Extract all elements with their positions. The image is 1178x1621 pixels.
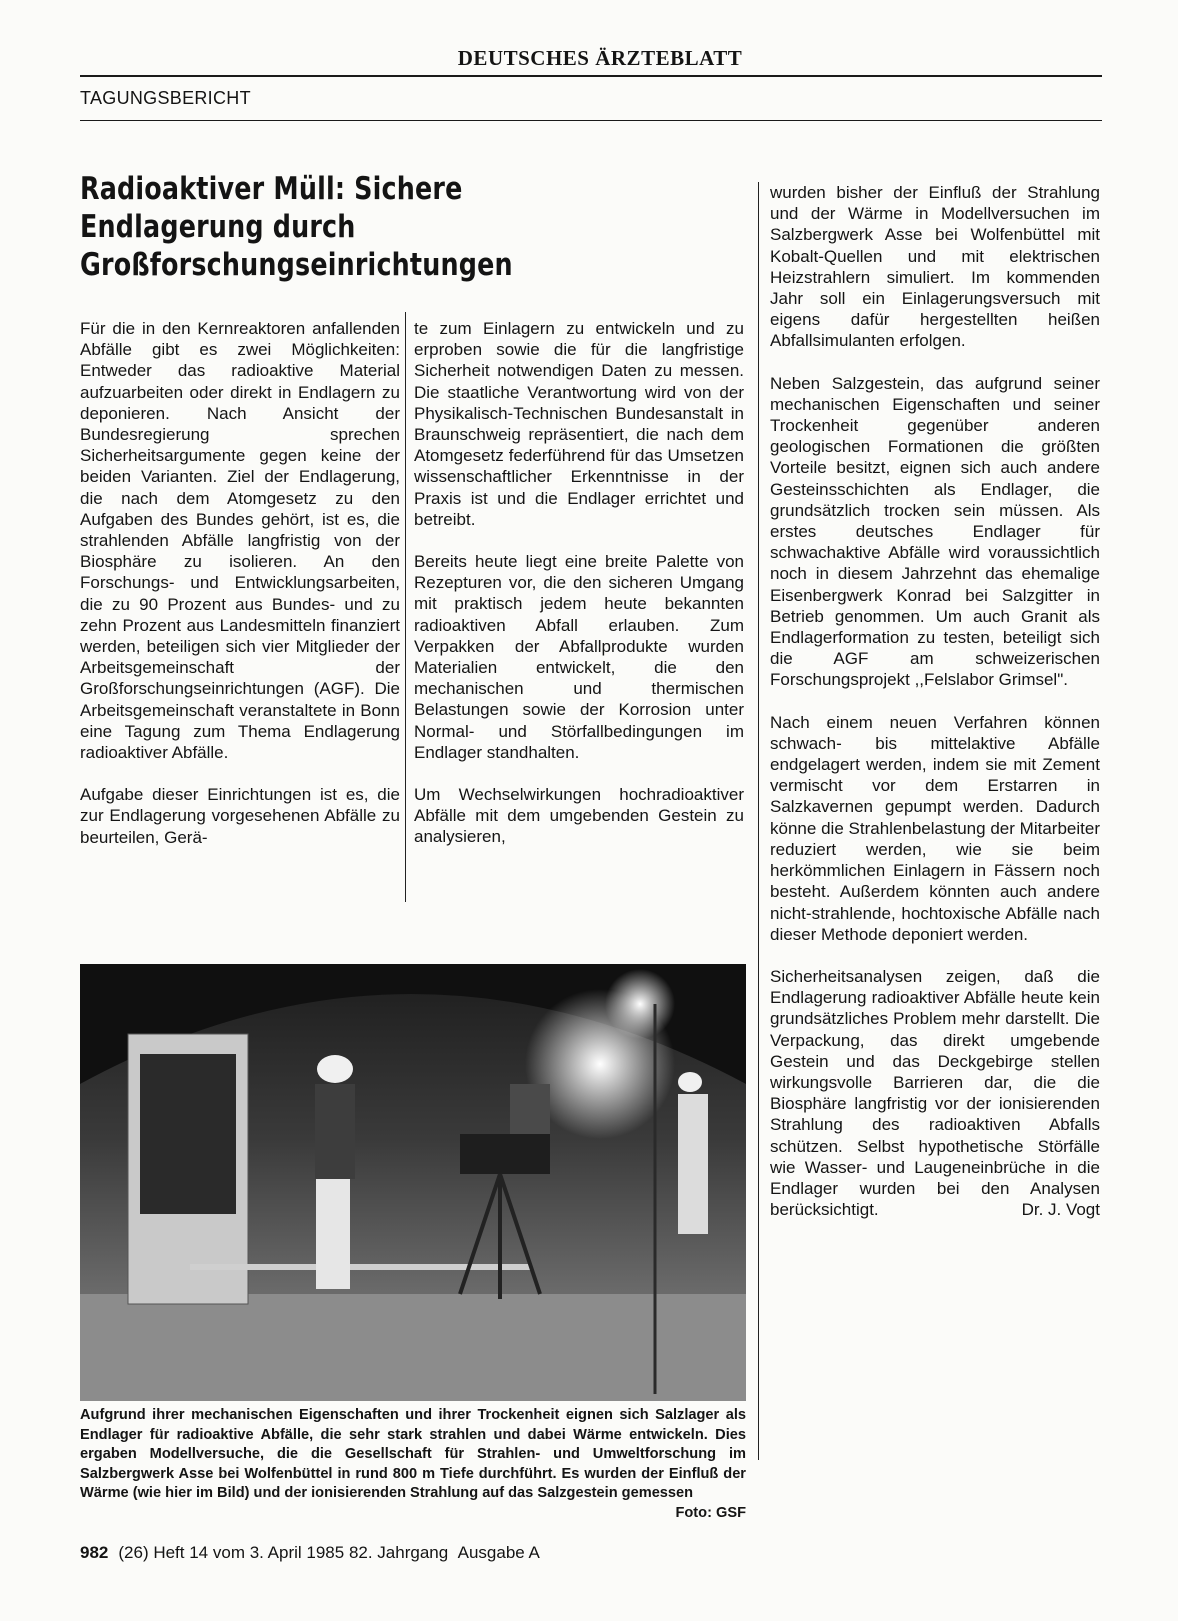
page-footer (80, 1543, 540, 1563)
column-1 (80, 318, 400, 869)
section-rule (80, 120, 1102, 121)
paragraph (770, 966, 1100, 1220)
paragraph: Um Wechselwirkungen hochradioaktiver Abfälle mit dem umgebenden Gestein zu analysieren, (414, 785, 744, 847)
paragraph-text: Sicherheitsanalysen zeigen, daß die Endlagerung radioaktiver Abfälle heute kein grundsätzliches Problem mehr darstellt. Die Verpackung, das direkt umgebende Gestein und das Deckgebirge stellen wirkungsvolle Barrieren dar, die die Biosphäre langfristig vor der ionisierenden Strahlung des radioaktiven Abfalls schützen. Selbst hypothetische Störfälle wie Wasser- und Laugeneinbrüche in die Endlager wurden bei den Analysen berücksichtigt. (770, 966, 1100, 1220)
paragraph: Für die in den Kernreaktoren anfallenden Abfälle gibt es zwei Möglichkeiten: Entweder das radioaktive Material aufzuarbeiten oder direkt in Endlagern zu deponieren. Nach Ansicht der Bundesregierung sprechen Sicherheitsargumente gegen keine der beiden Varianten. Ziel der Endlagerung, die nach dem Atomgesetz zu den Aufgaben des Bundes gehört, ist es, die strahlenden Abfälle langfristig von der Biosphäre zu isolieren. An den Forschungs- und Entwicklungsarbeiten, die zu 90 Prozent aus Bundes- und zu zehn Prozent aus Landesmitteln finanziert werden, beteiligen sich vier Mitglieder der Arbeitsgemeinschaft der Großforschungseinrichtungen (AGF). Die Arbeitsgemeinschaft veranstaltete in Bonn eine Tagung zum Thema Endlagerung radioaktiver Abfälle. (80, 319, 400, 763)
paragraph: wurden bisher der Einfluß der Strahlung und der Wärme in Modellversuchen im Salzbergwerk Asse bei Wolfenbüttel mit Kobalt-Quellen und mit elektrischen Heizstrahlern simuliert. Im kommenden Jahr soll ein Einlagerungsversuch mit eigens dafür hergestellten heißen Abfallsimulanten erfolgen. (770, 183, 1100, 351)
salt-mine-photo (80, 964, 746, 1401)
paragraph: Nach einem neuen Verfahren können schwach- bis mittelaktive Abfälle endgelagert werden, indem sie mit Zement vermischt vor dem Erstarren in Salzkavernen gepumpt werden. Dadurch könne die Strahlenbelastung der Mitarbeiter reduziert werden, wie sie beim herkömmlichen Einlagern in Fässern noch besteht. Außerdem könnten auch andere nicht-strahlende, hochtoxische Abfälle nach dieser Methode deponiert werden. (770, 712, 1100, 944)
paragraph: te zum Einlagern zu entwickeln und zu erproben sowie die für die langfristige Sicherheit notwendigen Daten zu messen. Die staatliche Verantwortung wird von der Physikalisch-Technischen Bundesanstalt in Braunschweig repräsentiert, die nach dem Atomgesetz federführend für das Umsetzen wissenschaftlicher Erkenntnisse in der Praxis ist und die Endlager errichtet und betreibt. (414, 319, 744, 529)
column-3 (770, 182, 1100, 1241)
edition-label: Ausgabe A (457, 1543, 540, 1562)
caption-text: Aufgrund ihrer mechanischen Eigenschaften und ihrer Trockenheit eignen sich Salzlager als Endlager für radioaktive Abfälle, die sehr stark strahlen und dabei Wärme entwickeln. Dies ergaben Modellversuche, die die Gesellschaft für Strahlen- und Umweltforschung im Salzbergwerk Asse bei Wolfenbüttel in rund 800 m Tiefe durchführt. Es wurden der Einfluß der Wärme (wie hier im Bild) und der ionisierenden Strahlung auf das Salzgestein gemessen (80, 1407, 746, 1501)
photo-credit: Foto: GSF (675, 1504, 746, 1521)
paragraph: Neben Salzgestein, das aufgrund seiner mechanischen Eigenschaften und seiner Trockenheit gegenüber anderen geologischen Formationen die größten Vorteile besitzt, eignen sich auch andere Gesteinsschichten als Endlager, die grundsätzlich trocken sein müssen. Als erstes deutsches Endlager für schwachaktive Abfälle wird voraussichtlich noch in diesem Jahrzehnt das ehemalige Eisenbergwerk Konrad bei Salzgitter in Betrieb genommen. Um auch Granit als Endlagerformation zu testen, beteiligt sich die AGF am schweizerischen Forschungsprojekt ,,Felslabor Grimsel". (770, 373, 1100, 690)
page-number: 982 (80, 1543, 109, 1562)
section-label: TAGUNGSBERICHT (80, 88, 251, 108)
photo-caption (80, 1406, 746, 1523)
paragraph: Bereits heute liegt eine breite Palette von Rezepturen vor, die den sicheren Umgang mit praktisch jedem heute bekannten radioaktiven Abfall erlauben. Zum Verpakken der Abfallprodukte wurden Materialien entwickelt, die den mechanischen und thermischen Belastungen sowie der Korrosion unter Normal- und Störfallbedingungen im Endlager standhalten. (414, 552, 744, 762)
paragraph: Aufgabe dieser Einrichtungen ist es, die zur Endlagerung vorgesehenen Abfälle zu beurteilen, Gerä- (80, 785, 400, 847)
author-signature: Dr. J. Vogt (1021, 1200, 1100, 1220)
masthead: DEUTSCHES ÄRZTEBLATT (457, 46, 743, 70)
photo-illustration (80, 964, 746, 1401)
issue-info: (26) Heft 14 vom 3. April 1985 82. Jahrgang (118, 1543, 449, 1562)
column-2 (414, 318, 744, 869)
header-rule (80, 75, 1102, 77)
column-divider (405, 312, 406, 902)
article-headline: Radioaktiver Müll: Sichere Endlagerung durch Großforschungseinrichtungen (80, 171, 513, 283)
column-divider (758, 182, 759, 1460)
